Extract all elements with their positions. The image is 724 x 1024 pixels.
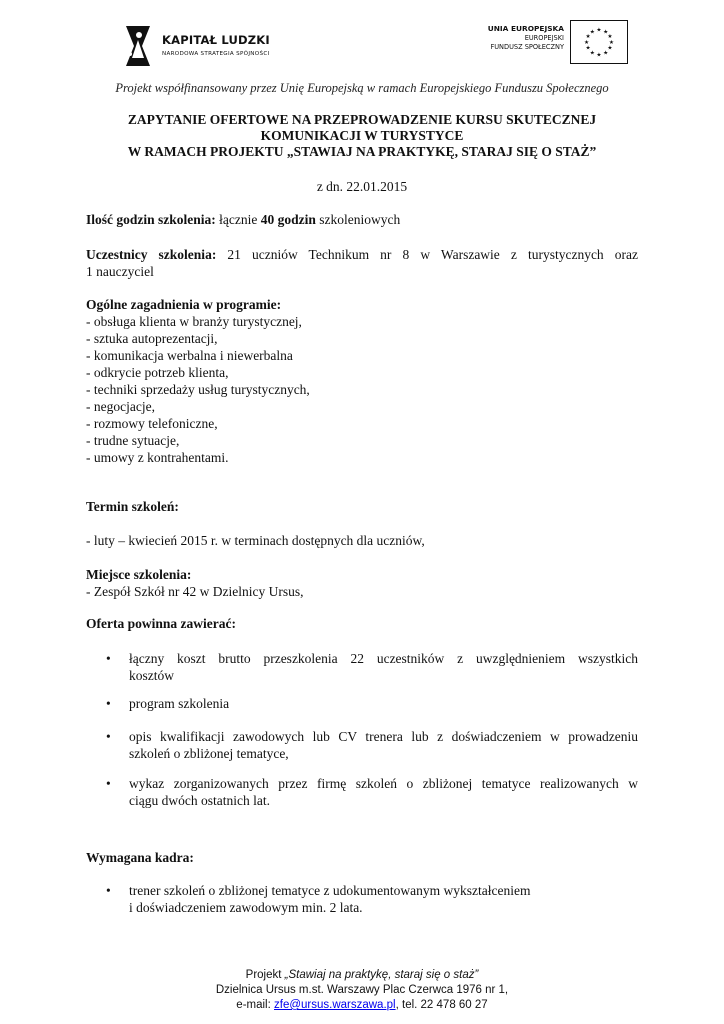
eu-line1: UNIA EUROPEJSKA	[487, 24, 564, 33]
footer-contact	[0, 998, 724, 1013]
kapital-ludzki-emblem-icon	[120, 24, 156, 68]
kapital-ludzki-name: KAPITAŁ LUDZKI	[162, 33, 270, 47]
document-date: z dn. 22.01.2015	[316, 179, 408, 194]
svg-text:★: ★	[608, 39, 614, 46]
svg-text:★: ★	[607, 45, 613, 52]
footer-phone: , tel. 22 478 60 27	[395, 999, 488, 1011]
svg-text:★: ★	[585, 45, 591, 52]
eu-text	[488, 24, 564, 52]
svg-text:★: ★	[607, 34, 613, 41]
kapital-ludzki-logo	[120, 24, 280, 70]
bullet-icon: •	[106, 776, 111, 791]
topic-item: - techniki sprzedaży usług turystycznych,	[86, 382, 310, 397]
document-title	[86, 112, 638, 160]
footer-project	[0, 968, 724, 983]
title-line-2: KOMUNIKACJI W TURYSTYCE	[260, 128, 464, 143]
participants-text: 21 uczniów Technikum nr 8 w Warszawie z turystycznych oraz	[216, 247, 638, 262]
participants	[86, 246, 638, 280]
offer-item-line: program szkolenia	[129, 696, 230, 711]
title-line-3: W RAMACH PROJEKTU „STAWIAJ NA PRAKTYKĘ, STARAJ SIĘ O STAŻ”	[127, 144, 597, 159]
bullet-icon: •	[106, 651, 111, 666]
staff-heading: Wymagana kadra:	[86, 850, 194, 865]
staff-item-text	[129, 882, 638, 916]
offer-item-line: wykaz zorganizowanych przez firmę szkoleń o zbliżonej tematyce realizowanych w	[129, 776, 638, 791]
svg-text:★: ★	[603, 50, 609, 57]
program-topics	[86, 296, 638, 466]
hours-post: szkoleniowych	[315, 212, 401, 227]
eu-line3: FUNDUSZ SPOŁECZNY	[490, 43, 564, 51]
topic-item: - odkrycie potrzeb klienta,	[86, 365, 229, 380]
footer-project-pre: Projekt	[245, 969, 285, 981]
svg-text:★: ★	[603, 29, 609, 36]
svg-text:★: ★	[589, 50, 595, 57]
offer-item-text	[129, 650, 638, 684]
topic-item: - negocjacje,	[86, 399, 155, 414]
location	[86, 566, 638, 600]
topic-item: - sztuka autoprezentacji,	[86, 331, 218, 346]
footer-project-name: „Stawiaj na praktykę, staraj się o staż”	[284, 969, 479, 981]
topic-item: - komunikacja werbalna i niewerbalna	[86, 348, 293, 363]
topic-item: - umowy z kontrahentami.	[86, 450, 229, 465]
svg-text:★: ★	[596, 27, 602, 34]
location-heading: Miejsce szkolenia:	[86, 567, 192, 582]
hours-pre: łącznie	[215, 212, 261, 227]
eu-flag-icon	[570, 20, 628, 64]
schedule-text: - luty – kwiecień 2015 r. w terminach dostępnych dla uczniów,	[86, 533, 425, 548]
schedule-heading: Termin szkoleń:	[86, 499, 179, 514]
training-hours	[86, 211, 638, 228]
eu-logo	[478, 20, 628, 68]
offer-item-line: ciągu dwóch ostatnich lat.	[129, 793, 270, 808]
kapital-ludzki-subtitle: NARODOWA STRATEGIA SPÓJNOŚCI	[162, 51, 270, 57]
staff-heading-block	[86, 849, 638, 866]
eu-line2: EUROPEJSKI	[524, 34, 564, 42]
offer-item-line: łączny koszt brutto przeszkolenia 22 uczestników z uwzględnieniem wszystkich	[129, 651, 638, 666]
hours-label: Ilość godzin szkolenia:	[86, 212, 216, 227]
hours-value: 40 godzin	[260, 212, 316, 227]
location-text: - Zespół Szkół nr 42 w Dzielnicy Ursus,	[86, 584, 304, 599]
schedule-text-block	[86, 532, 638, 549]
participants-line-2: 1 nauczyciel	[86, 264, 154, 279]
participants-line-1	[86, 246, 638, 263]
staff-item-line: trener szkoleń o zbliżonej tematyce z udokumentowanym wykształceniem	[129, 883, 531, 898]
offer-item-line: kosztów	[129, 668, 174, 683]
footer-email-label: e-mail:	[236, 999, 274, 1011]
participants-label: Uczestnicy szkolenia:	[86, 247, 217, 262]
page-footer	[0, 968, 724, 1013]
bullet-icon: •	[106, 696, 111, 711]
bullet-icon: •	[106, 729, 111, 744]
svg-text:★: ★	[584, 39, 590, 46]
offer-heading-block	[86, 615, 638, 632]
topics-heading: Ogólne zagadnienia w programie:	[86, 297, 282, 312]
title-line-1: ZAPYTANIE OFERTOWE NA PRZEPROWADZENIE KURSU SKUTECZNEJ	[127, 112, 597, 127]
offer-item-text	[129, 775, 638, 809]
footer-address: Dzielnica Ursus m.st. Warszawy Plac Czerwca 1976 nr 1,	[215, 984, 509, 996]
offer-item-line: opis kwalifikacji zawodowych lub CV trenera lub z doświadczeniem w prowadzeniu	[129, 729, 638, 744]
offer-item-line: szkoleń o zbliżonej tematyce,	[129, 746, 289, 761]
staff-item-line: i doświadczeniem zawodowym min. 2 lata.	[129, 900, 363, 915]
offer-item-text	[129, 695, 638, 712]
svg-text:★: ★	[589, 29, 595, 36]
footer-email-link[interactable]: zfe@ursus.warszawa.pl	[274, 999, 396, 1011]
bullet-icon: •	[106, 883, 111, 898]
topic-item: - obsługa klienta w branży turystycznej,	[86, 314, 302, 329]
cofinancing-note: Projekt współfinansowany przez Unię Europejską w ramach Europejskiego Funduszu Społecznego	[115, 81, 609, 95]
topic-item: - trudne sytuacje,	[86, 433, 180, 448]
offer-item-text	[129, 728, 638, 762]
svg-text:★: ★	[596, 52, 602, 59]
schedule-heading-block	[86, 498, 638, 515]
svg-text:★: ★	[585, 34, 591, 41]
topic-item: - rozmowy telefoniczne,	[86, 416, 218, 431]
offer-heading: Oferta powinna zawierać:	[86, 616, 236, 631]
